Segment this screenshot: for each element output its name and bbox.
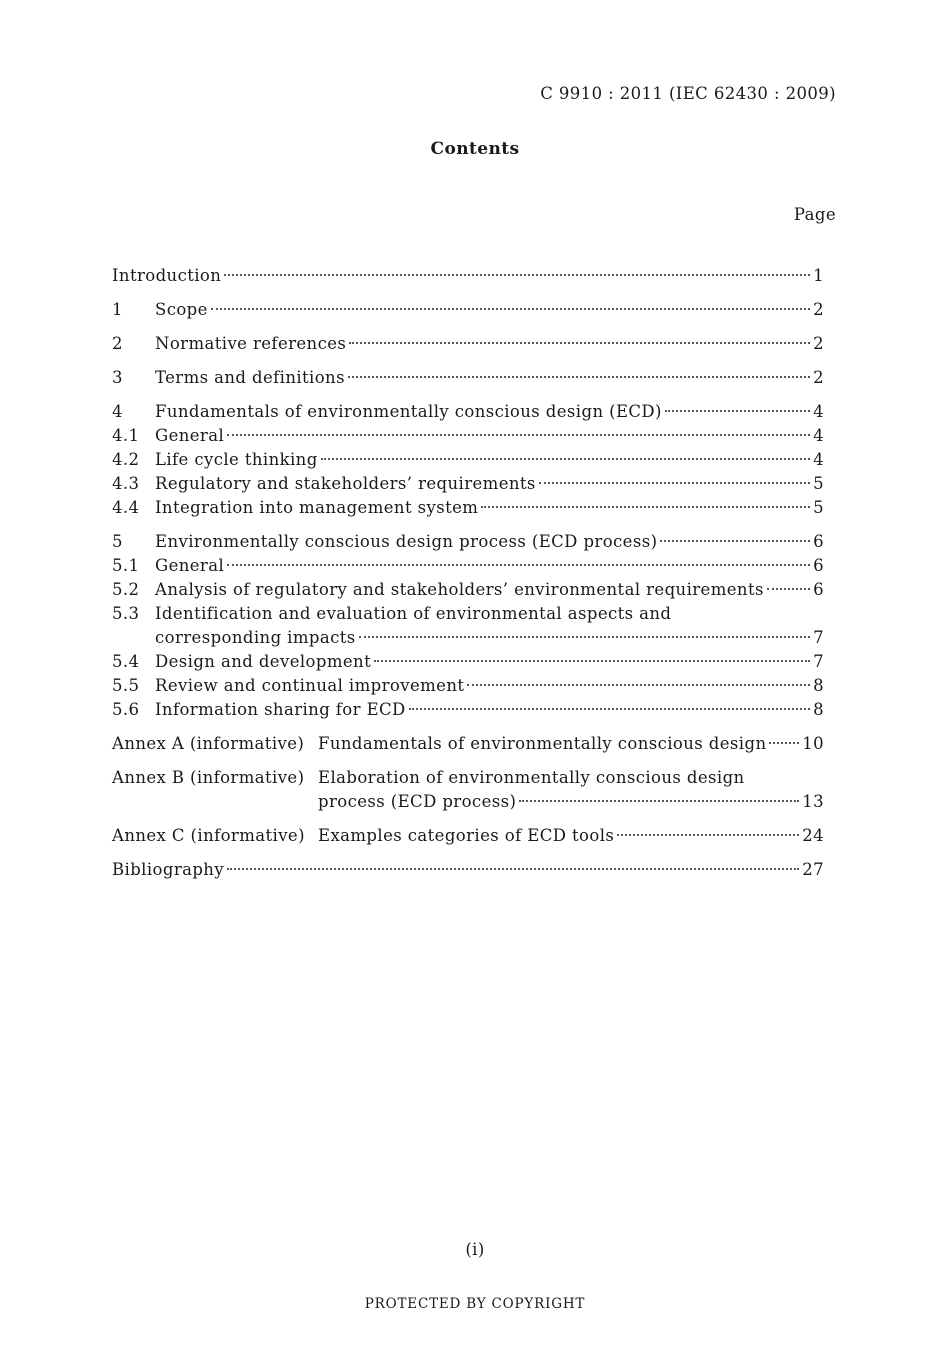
- toc-entry-introduction[interactable]: [112, 266, 824, 290]
- toc-entry-annex-c[interactable]: [112, 826, 824, 850]
- toc-entry-text: Examples categories of ECD tools: [318, 826, 615, 845]
- dot-leader: [374, 660, 810, 662]
- section-number: 3: [112, 368, 123, 387]
- toc-page-number: 8: [813, 676, 824, 695]
- toc-page-number: 7: [813, 628, 824, 647]
- annex-label: Annex B (informative): [112, 768, 305, 787]
- footer-page-number: (i): [465, 1240, 485, 1259]
- section-number: 4.3: [112, 474, 140, 493]
- toc-page-number: 4: [813, 426, 824, 445]
- toc-entry-text: Integration into management system: [155, 498, 479, 517]
- dot-leader: [467, 684, 810, 686]
- section-number: 4.2: [112, 450, 140, 469]
- toc-entry-integration-management[interactable]: [112, 498, 824, 522]
- toc-page-number: 1: [813, 266, 824, 285]
- toc-page-number: 6: [813, 532, 824, 551]
- toc-entry-design-development[interactable]: [112, 652, 824, 676]
- dot-leader: [617, 834, 799, 836]
- dot-leader: [665, 410, 810, 412]
- dot-leader: [769, 742, 799, 744]
- dot-leader: [348, 376, 810, 378]
- toc-page-number: 13: [802, 792, 824, 811]
- toc-entry-terms-definitions[interactable]: [112, 368, 824, 392]
- toc-entry-text: Fundamentals of environmentally conscious design (ECD): [155, 402, 662, 421]
- dot-leader: [409, 708, 810, 710]
- toc-page-number: 4: [813, 450, 824, 469]
- toc-entry-text-continued: corresponding impacts: [155, 628, 356, 647]
- section-number: 4.4: [112, 498, 140, 517]
- toc-page-number: 5: [813, 474, 824, 493]
- toc-entry-5-1-general[interactable]: [112, 556, 824, 580]
- section-number: 1: [112, 300, 123, 319]
- toc-entry-text: Normative references: [155, 334, 347, 353]
- copyright-notice: PROTECTED BY COPYRIGHT: [364, 1296, 586, 1312]
- toc-entry-text: Environmentally conscious design process (ECD process): [155, 532, 658, 551]
- toc-page-number: 2: [813, 368, 824, 387]
- toc-entry-annex-a[interactable]: [112, 734, 824, 758]
- toc-entry-text: Analysis of regulatory and stakeholders’ environmental requirements: [155, 580, 764, 599]
- dot-leader: [227, 434, 810, 436]
- section-number: 4.1: [112, 426, 140, 445]
- toc-page-number: 4: [813, 402, 824, 421]
- toc-entry-ecd-process[interactable]: [112, 532, 824, 556]
- dot-leader: [227, 564, 810, 566]
- toc-entry-normative-references[interactable]: [112, 334, 824, 358]
- toc-page-number: 8: [813, 700, 824, 719]
- section-number: 5.3: [112, 604, 140, 623]
- dot-leader: [660, 540, 810, 542]
- annex-label: Annex A (informative): [112, 734, 305, 753]
- toc-entry-text: Elaboration of environmentally conscious design: [318, 768, 745, 787]
- toc-entry-annex-b-line2[interactable]: [318, 792, 824, 816]
- toc-page-number: 2: [813, 334, 824, 353]
- dot-leader: [519, 800, 799, 802]
- section-number: 5.2: [112, 580, 140, 599]
- toc-entry-scope[interactable]: [112, 300, 824, 324]
- toc-page-number: 2: [813, 300, 824, 319]
- toc-entry-text-continued: process (ECD process): [318, 792, 517, 811]
- toc-page-number: 27: [802, 860, 824, 879]
- dot-leader: [224, 274, 810, 276]
- dot-leader: [481, 506, 810, 508]
- toc-entry-text: Identification and evaluation of environmental aspects and: [155, 604, 672, 623]
- dot-leader: [227, 868, 799, 870]
- dot-leader: [321, 458, 810, 460]
- toc-entry-text: Introduction: [112, 266, 222, 285]
- section-number: 5.4: [112, 652, 140, 671]
- toc-entry-bibliography[interactable]: [112, 860, 824, 884]
- toc-entry-text: Regulatory and stakeholders’ requirements: [155, 474, 536, 493]
- toc-entry-text: Life cycle thinking: [155, 450, 318, 469]
- annex-label: Annex C (informative): [112, 826, 305, 845]
- toc-entry-text: General: [155, 556, 225, 575]
- dot-leader: [211, 308, 810, 310]
- section-number: 5.6: [112, 700, 140, 719]
- dot-leader: [359, 636, 810, 638]
- toc-entry-text: Scope: [155, 300, 208, 319]
- toc-page-number: 5: [813, 498, 824, 517]
- toc-entry-text: General: [155, 426, 225, 445]
- page-title: Contents: [430, 139, 520, 159]
- dot-leader: [349, 342, 810, 344]
- section-number: 4: [112, 402, 123, 421]
- toc-entry-fundamentals-ecd[interactable]: [112, 402, 824, 426]
- toc-entry-life-cycle-thinking[interactable]: [112, 450, 824, 474]
- document-id: C 9910 : 2011 (IEC 62430 : 2009): [540, 84, 836, 103]
- toc-entry-identification-line1[interactable]: [112, 604, 671, 628]
- toc-entry-review-improvement[interactable]: [112, 676, 824, 700]
- toc-entry-text: Design and development: [155, 652, 372, 671]
- toc-entry-information-sharing[interactable]: [112, 700, 824, 724]
- toc-entry-analysis-requirements[interactable]: [112, 580, 824, 604]
- toc-page-number: 6: [813, 580, 824, 599]
- toc-entry-annex-b-line1[interactable]: [112, 768, 745, 792]
- section-number: 2: [112, 334, 123, 353]
- toc-entry-text: Information sharing for ECD: [155, 700, 406, 719]
- dot-leader: [767, 588, 810, 590]
- page-column-label: Page: [793, 205, 836, 224]
- toc-entry-text: Terms and definitions: [155, 368, 345, 387]
- toc-entry-text: Review and continual improvement: [155, 676, 465, 695]
- toc-entry-text: Bibliography: [112, 860, 225, 879]
- toc-entry-identification-line2[interactable]: [155, 628, 824, 652]
- section-number: 5: [112, 532, 123, 551]
- toc-entry-text: Fundamentals of environmentally conscious design: [318, 734, 767, 753]
- toc-page-number: 7: [813, 652, 824, 671]
- toc-page-number: 24: [802, 826, 824, 845]
- section-number: 5.5: [112, 676, 140, 695]
- toc-page-number: 6: [813, 556, 824, 575]
- toc-entry-regulatory-requirements[interactable]: [112, 474, 824, 498]
- dot-leader: [539, 482, 810, 484]
- toc-page-number: 10: [802, 734, 824, 753]
- toc-entry-4-1-general[interactable]: [112, 426, 824, 450]
- section-number: 5.1: [112, 556, 140, 575]
